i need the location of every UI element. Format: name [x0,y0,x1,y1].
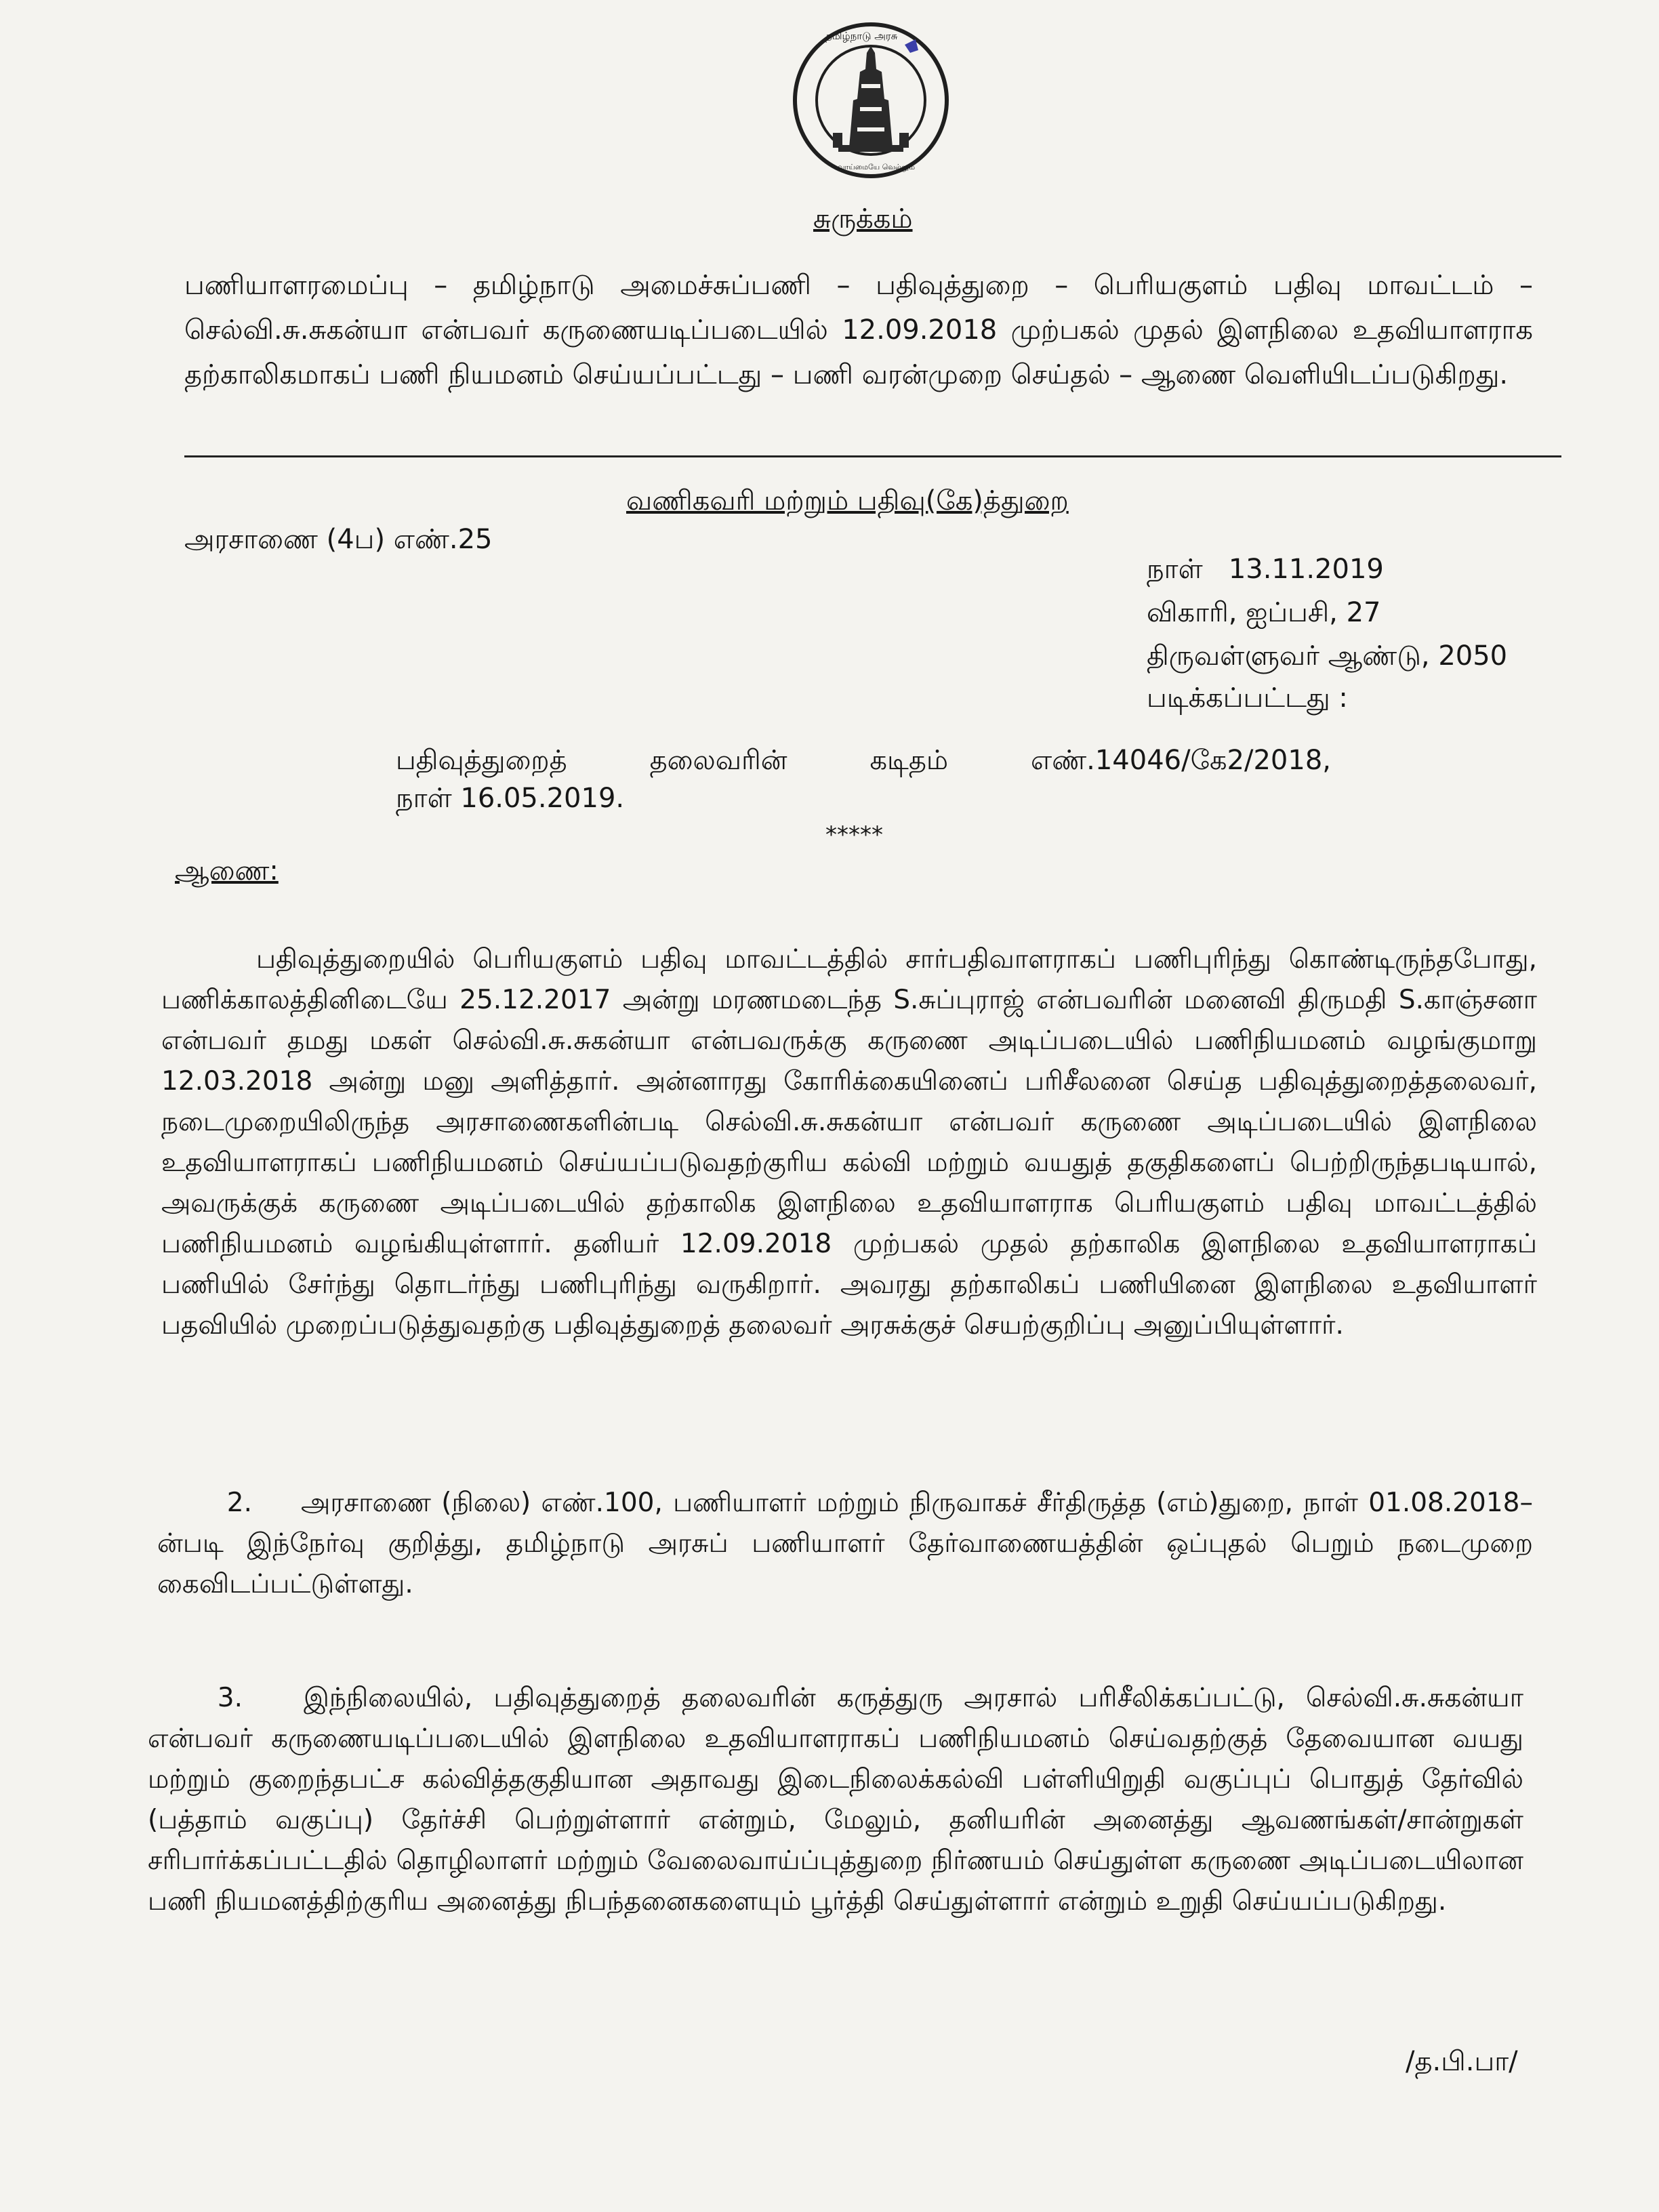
date-value: 13.11.2019 [1228,554,1384,585]
go-number: அரசாணை (4ப) எண்.25 [184,524,493,555]
date-label: நாள் [1147,554,1203,585]
reference-line-1: பதிவுத்துறைத் தலைவரின் கடிதம் எண்.14046/கே2/2018, [396,745,1331,776]
reference-line-2: நாள் 16.05.2019. [396,783,625,814]
read-label: படிக்கப்பட்டது : [1147,682,1348,714]
separator: ***** [825,821,883,848]
paragraph-1: பதிவுத்துறையில் பெரியகுளம் பதிவு மாவட்டத்தில் சார்பதிவாளராகப் பணிபுரிந்து கொண்டிருந்தபோது, பணிக்காலத்தினிடையே 25.12.2017 அன்று மரணமடைந்த S.சுப்புராஜ் என்பவரின் மனைவி திருமதி S.காஞ்சனா என்பவர் தமது மகள் செல்வி.சு.சுகன்யா என்பவருக்கு கருணை அடிப்படையில் பணிநியமனம் வழங்குமாறு 12.03.2018 அன்று மனு அளித்தார். அன்னாரது கோரிக்கையினைப் பரிசீலனை செய்த பதிவுத்துறைத்தலைவர், நடைமுறையிலிருந்த அரசாணைகளின்படி செல்வி.சு.சுகன்யா என்பவர் கருணை அடிப்படையில் இளநிலை உதவியாளராகப் பணிநியமனம் செய்யப்படுவதற்குரிய கல்வி மற்றும் வயதுத் தகுதிகளைப் பெற்றிருந்தபடியால், அவருக்குக் கருணை அடிப்படையில் தற்காலிக இளநிலை உதவியாளராக பெரியகுளம் பதிவு மாவட்டத்தில் பணிநியமனம் வழங்கியுள்ளார். தனியர் 12.09.2018 முற்பகல் முதல் தற்காலிக இளநிலை உதவியாளராகப் பணியில் சேர்ந்து தொடர்ந்து பணிபுரிந்து வருகிறார். அவரது தற்காலிகப் பணியினை இளநிலை உதவியாளர் பதவியில் முறைப்படுத்துவதற்கு பதிவுத்துறைத் தலைவர் அரசுக்குச் செயற்குறிப்பு அனுப்பியுள்ளார். [161,944,1537,1340]
order-heading: ஆணை: [175,855,279,886]
paragraph-3 [148,1678,1523,1922]
page-turn-note: /த.பி.பா/ [1406,2046,1518,2077]
thiruvalluvar-year: திருவள்ளுவர் ஆண்டு, 2050 [1147,640,1508,672]
department-heading: வணிகவரி மற்றும் பதிவு(கே)த்துறை [626,485,1069,516]
paragraph-2 [157,1483,1533,1605]
subject-text: பணியாளரமைப்பு – தமிழ்நாடு அமைச்சுப்பணி – பதிவுத்துறை – பெரியகுளம் பதிவு மாவட்டம் – செல்வி.சு.சுகன்யா என்பவர் கருணையடிப்படையில் 12.09.2018 முற்பகல் முதல் இளநிலை உதவியாளராக தற்காலிகமாகப் பணி நியமனம் செய்யப்பட்டது – பணி வரன்முறை செய்தல் – ஆணை வெளியிடப்படுகிறது. [184,270,1533,390]
divider [184,455,1561,457]
emblem-caption-bottom: வாய்மையே வெல்லும் [838,163,916,171]
date-line [1147,548,1384,591]
paragraph-2-number: 2. [226,1488,252,1518]
summary-title: சுருக்கம் [813,203,913,234]
emblem-caption-top: தமிழ்நாடு அரசு [825,30,898,42]
tamil-date: விகாரி, ஐப்பசி, 27 [1147,597,1381,628]
paragraph-2-text: அரசாணை (நிலை) எண்.100, பணியாளர் மற்றும் நிருவாகச் சீர்திருத்த (எம்)துறை, நாள் 01.08.2018–ன்படி இந்நேர்வு குறித்து, தமிழ்நாடு அரசுப் பணியாளர் தேர்வாணையத்தின் ஒப்புதல் பெறும் நடைமுறை கைவிடப்பட்டுள்ளது. [157,1488,1533,1599]
paragraph-3-number: 3. [217,1683,243,1713]
tamilnadu-govt-emblem-icon [790,19,952,182]
paragraph-3-text: இந்நிலையில், பதிவுத்துறைத் தலைவரின் கருத்துரு அரசால் பரிசீலிக்கப்பட்டு, செல்வி.சு.சுகன்யா என்பவர் கருணையடிப்படையில் இளநிலை உதவியாளராகப் பணிநியமனம் செய்வதற்குத் தேவையான வயது மற்றும் குறைந்தபட்ச கல்வித்தகுதியான அதாவது இடைநிலைக்கல்வி பள்ளியிறுதி வகுப்புப் பொதுத் தேர்வில் (பத்தாம் வகுப்பு) தேர்ச்சி பெற்றுள்ளார் என்றும், மேலும், தனியரின் அனைத்து ஆவணங்கள்/சான்றுகள் சரிபார்க்கப்பட்டதில் தொழிலாளர் மற்றும் வேலைவாய்ப்புத்துறை நிர்ணயம் செய்துள்ள கருணை அடிப்படையிலான பணி நியமனத்திற்குரிய அனைத்து நிபந்தனைகளையும் பூர்த்தி செய்துள்ளார் என்றும் உறுதி செய்யப்படுகிறது. [148,1683,1523,1917]
